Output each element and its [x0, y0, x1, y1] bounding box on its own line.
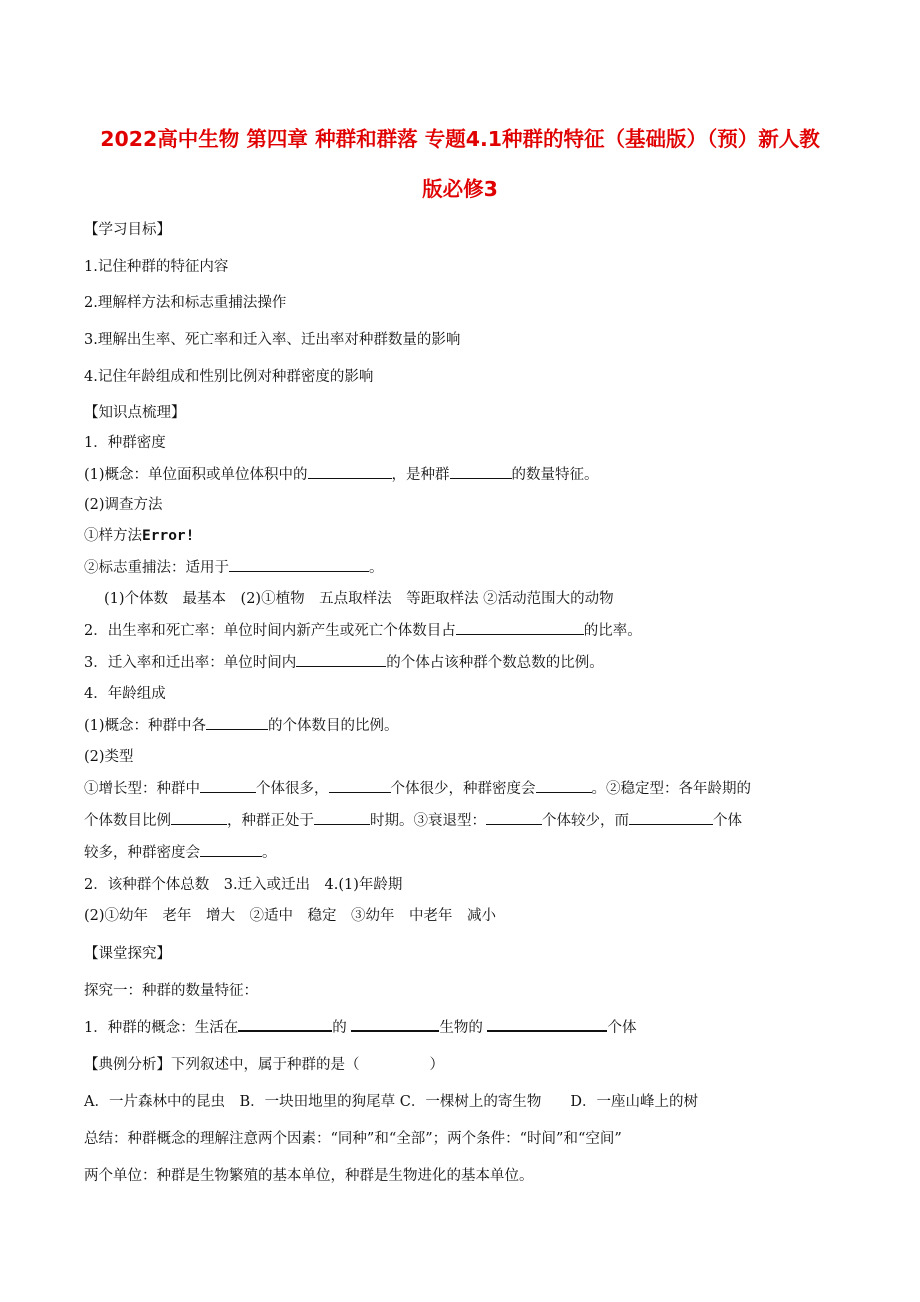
fill-blank	[296, 666, 386, 667]
text: ，种群正处于	[227, 813, 314, 829]
text: 。	[369, 560, 384, 576]
objective-item: 4.记住年龄组成和性别比例对种群密度的影响	[84, 369, 374, 385]
text: ①增长型：种群中	[84, 781, 200, 797]
fill-blank	[487, 1030, 607, 1032]
example-options: A．一片森林中的昆虫 B．一块田地里的狗尾草 C．一棵树上的寄生物 D．一座山峰上的树	[84, 1094, 698, 1110]
answer-line: (2)①幼年 老年 增大 ②适中 稳定 ③幼年 中老年 减小	[84, 908, 497, 924]
text: 个体很多，	[256, 781, 329, 797]
objective-item: 2.理解样方法和标志重捕法操作	[84, 295, 287, 311]
fill-blank	[206, 729, 268, 730]
birth-death-rate	[84, 619, 642, 640]
objective-item: 3.理解出生率、死亡率和迁入率、迁出率对种群数量的影响	[84, 332, 461, 348]
units-text: 两个单位：种群是生物繁殖的基本单位，种群是生物进化的基本单位。	[84, 1168, 534, 1184]
text: 【典例分析】下列叙述中，属于种群的是（	[84, 1057, 360, 1073]
error-text: Error!	[142, 528, 195, 544]
text: 。	[262, 845, 277, 861]
answer-line: 2．该种群个体总数 3.迁入或迁出 4.(1)年龄期	[84, 877, 403, 893]
fill-blank	[456, 634, 584, 635]
text: 3．迁入率和迁出率：单位时间内	[84, 655, 297, 671]
objective-item: 1.记住种群的特征内容	[84, 259, 229, 275]
section-title: 1．种群密度	[84, 435, 166, 451]
fill-blank	[314, 824, 370, 825]
text: ，是种群	[391, 467, 450, 483]
document-title-line2: 版必修3	[422, 177, 498, 201]
text: 生物的	[439, 1020, 483, 1036]
fill-blank	[171, 824, 227, 825]
text: (1)概念：种群中各	[84, 718, 207, 734]
text: 个体较少，而	[542, 813, 629, 829]
population-concept	[84, 1016, 636, 1037]
age-types: (2)类型	[84, 749, 134, 765]
age-type-paragraph	[84, 841, 277, 862]
fill-blank	[329, 792, 391, 793]
knowledge-header: 【知识点梳理】	[84, 405, 186, 421]
text: 个体	[713, 813, 742, 829]
fill-blank	[229, 571, 369, 572]
example-question	[84, 1053, 444, 1074]
text: 时期。③衰退型：	[370, 813, 486, 829]
text: 较多，种群密度会	[84, 845, 200, 861]
inquiry-header: 【课堂探究】	[84, 946, 171, 962]
text: 个体数目比例	[84, 813, 171, 829]
objectives-header: 【学习目标】	[84, 222, 171, 238]
text: ）	[429, 1057, 444, 1073]
quadrat-method	[84, 524, 194, 545]
text: ①样方法	[84, 528, 142, 544]
fill-blank	[450, 478, 512, 479]
text: 的个体数目的比例。	[268, 718, 399, 734]
fill-blank	[351, 1030, 439, 1032]
survey-method: (2)调查方法	[84, 497, 163, 513]
text: 。②稳定型：各年龄期的	[591, 781, 751, 797]
text: 的	[332, 1020, 347, 1036]
fill-blank	[238, 1030, 332, 1032]
fill-blank	[308, 478, 392, 479]
fill-blank	[200, 856, 262, 857]
age-type-paragraph	[84, 777, 751, 798]
text: 个体很少，种群密度会	[390, 781, 536, 797]
text: 1．种群的概念：生活在	[84, 1020, 239, 1036]
text: 2．出生率和死亡率：单位时间内新产生或死亡个体数目占	[84, 623, 456, 639]
inquiry-topic: 探究一：种群的数量特征：	[84, 983, 258, 999]
text: (1)概念：单位面积或单位体积中的	[84, 467, 308, 483]
fill-blank	[629, 824, 713, 825]
summary-text: 总结：种群概念的理解注意两个因素：“同种”和“全部”；两个条件：“时间”和“空间”	[84, 1131, 622, 1147]
section-title: 4．年龄组成	[84, 686, 166, 702]
age-type-paragraph	[84, 809, 742, 830]
fill-blank	[200, 792, 256, 793]
answer-line: (1)个体数 最基本 (2)①植物 五点取样法 等距取样法 ②活动范围大的动物	[104, 591, 614, 607]
text: 的比率。	[583, 623, 642, 639]
document-title-line1: 2022高中生物 第四章 种群和群落 专题4.1种群的特征（基础版）（预）新人教	[100, 127, 820, 151]
text: 的数量特征。	[511, 467, 599, 483]
mark-recapture-method	[84, 556, 384, 577]
text: ②标志重捕法：适用于	[84, 560, 229, 576]
age-concept	[84, 714, 399, 735]
migration-rate	[84, 651, 604, 672]
text: 的个体占该种群个数总数的比例。	[386, 655, 604, 671]
text: 个体	[607, 1020, 637, 1036]
density-concept	[84, 463, 599, 484]
fill-blank	[486, 824, 542, 825]
fill-blank	[536, 792, 592, 793]
